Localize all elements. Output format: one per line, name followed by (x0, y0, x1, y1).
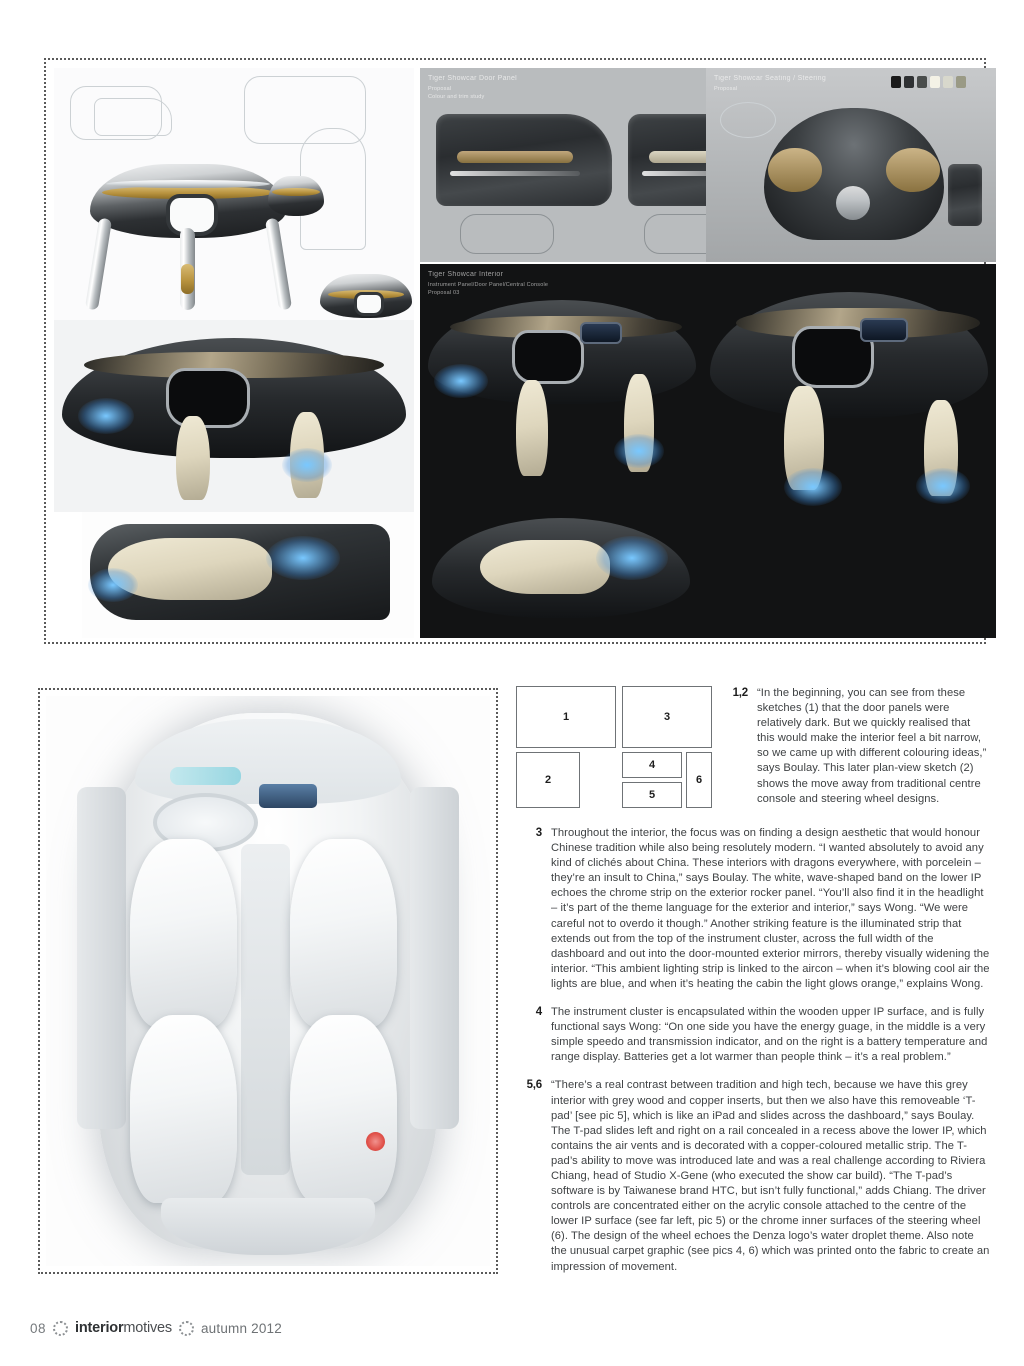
caption-text: Throughout the interior, the focus was on finding a design aesthetic that would honour Chinese tradition while also being resolutely modern. “I wanted absolutely to avoid any kind of clichés about China. These interiors with dragons everywhere, with porcelein – they’re an insult to China,” says Boulay. The white, wave-shaped band on the lower IP echoes the chrome strip on the exterior rocker panel. “You’ll also find it in the headlight – it’s part of the theme language for the exterior and interior,” says Wong. “We were careful not to overdo it though.” Another striking feature is the illuminated strip that extends out from the top of the instrument cluster, across the full width of the dashboard and out into the door-mounted exterior mirrors, thereby visually widening the interior. “This ambient lighting strip is linked to the aircon – when it’s blowing cool air the lights are blue, and when it’s heating the cabin the light glows orange,” explains Wong. (551, 827, 990, 990)
board-seat-steering (706, 68, 996, 262)
image-key-map (516, 686, 712, 808)
top-image-plate (44, 58, 986, 644)
dotted-circle-icon (53, 1321, 68, 1336)
render-interior-right (710, 282, 988, 568)
plan-door-left (77, 787, 126, 1129)
plan-seat-rear-right (290, 1015, 397, 1203)
keymap-box-4: 4 (622, 752, 682, 778)
render-console-detail (428, 514, 704, 630)
publication-name-light: motives (123, 1320, 172, 1336)
door-board-caption: Tiger Showcar Door Panel Proposal Colour and trim study (428, 75, 518, 101)
plan-centre-tunnel (241, 844, 290, 1175)
caption-marker: 4 (535, 1006, 542, 1019)
render-interior-left (428, 294, 704, 506)
board-interior-renders (420, 264, 996, 638)
dark-board-caption: Tiger Showcar Interior Instrument Panel/Door Panel/Central Console Proposal 03 (428, 271, 549, 297)
caption-text: “In the beginning, you can see from these sketches (1) that the door panels were relatively dark. But we quickly realised that this would make the interior feel a bit narrow, so we came up with different colouring ideas,” says Boulay. This later plan-view sketch (2) shows the move away from traditional centre console and steering wheel designs. (757, 687, 987, 805)
caption-block-3 (516, 826, 990, 992)
caption-marker: 1,2 (732, 687, 748, 699)
plan-seat-front-left (130, 839, 237, 1027)
seat-board-caption: Tiger Showcar Seating / Steering Proposal (714, 75, 827, 92)
keymap-box-2: 2 (516, 752, 580, 808)
plan-seat-front-right (290, 839, 397, 1027)
plan-tpad (259, 784, 317, 808)
colour-swatch-row (891, 76, 966, 88)
plan-hud-strip (170, 767, 241, 785)
plan-seat-rear-left (130, 1015, 237, 1203)
keymap-box-5: 5 (622, 782, 682, 808)
caption-block-1-2 (722, 686, 990, 807)
red-seal-stamp (366, 1132, 385, 1151)
caption-text: The instrument cluster is encapsulated within the wooden upper IP surface, and is fully functional says Wong: “On one side you have the energy guage, in the middle is a very simple speedo and transmission indicator, and on the right is a battery temperature and range display. Batteries get a lot warmer than people think – it’s a real problem.” (551, 1006, 988, 1064)
caption-marker: 3 (535, 827, 542, 839)
dotted-circle-icon (179, 1321, 194, 1336)
sketch-dashboard-front (54, 68, 414, 320)
keymap-box-1: 1 (516, 686, 616, 748)
caption-column (516, 686, 990, 1273)
publication-name-bold: interior (75, 1320, 124, 1336)
issue-date: autumn 2012 (200, 1320, 282, 1336)
keymap-box-6: 6 (686, 752, 712, 808)
sketch-centre-console (82, 512, 414, 638)
publication-logo (75, 1320, 172, 1336)
plan-view-plate (38, 688, 498, 1274)
caption-marker: 5,6 (526, 1079, 542, 1092)
sketch-ip-perspective (54, 320, 414, 512)
caption-block-4 (516, 1005, 990, 1065)
plan-view-sketch (46, 696, 490, 1266)
page-footer (30, 1320, 282, 1336)
page-number: 08 (30, 1320, 47, 1336)
keymap-box-3: 3 (622, 686, 712, 748)
caption-block-5-6 (516, 1078, 990, 1274)
plan-door-right (410, 787, 459, 1129)
caption-text: “There’s a real contrast between tradition and high tech, because we have this grey interior with grey wood and copper inserts, but then we also have this removeable ‘T-pad’ [see pic 5], which is like an iPad and slides across the dashboard,” says Boulay. The T-pad slides left and right on a rail concealed in a recess above the lower IP, which contains the air vents and is decorated with a copper-coloured metallic strip. The T-pad’s ability to move was introduced late and was a real challenge according to Riviera Chiang, head of Studio X-Gene (who executed the show car build). “The T-pad’s software is by Taiwanese brand HTC, but isn’t fully functional,” adds Chiang. The driver controls are concentrated either on the acrylic console attached to the centre of the lower IP surface (see far left, pic 5) or the chrome inner surfaces of the steering wheel (6). The design of the wheel echoes the Denza logo’s water droplet theme. Also note the unusual carpet graphic (see pics 4, 6) which was printed onto the fabric to create an impression of movement. (551, 1079, 990, 1273)
